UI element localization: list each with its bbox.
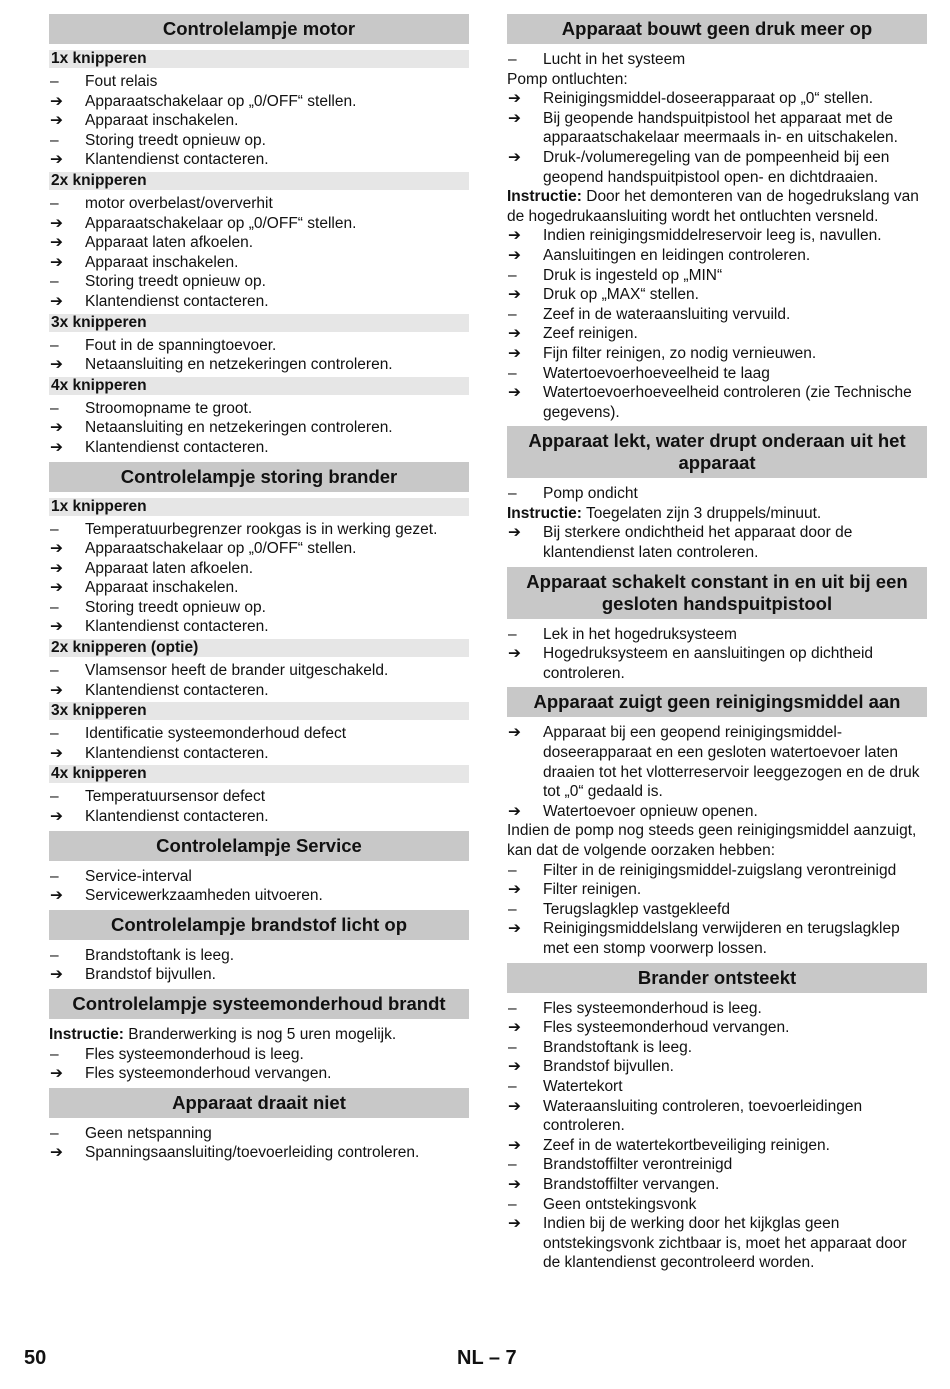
cause-item bbox=[507, 364, 927, 384]
cause-item bbox=[507, 625, 927, 645]
arrow-icon: ➔ bbox=[508, 920, 521, 938]
arrow-icon: ➔ bbox=[50, 1144, 63, 1162]
arrow-icon: ➔ bbox=[508, 1019, 521, 1037]
dash-marker: – bbox=[50, 788, 59, 806]
remedy-item bbox=[507, 1057, 927, 1077]
remedy-item bbox=[507, 880, 927, 900]
cause-item bbox=[49, 131, 469, 151]
instruction-label: Instructie: bbox=[507, 188, 582, 206]
remedy-item bbox=[507, 1018, 927, 1038]
item-text: Apparaat laten afkoelen. bbox=[85, 559, 254, 577]
remedy-item bbox=[49, 681, 469, 701]
dash-marker: – bbox=[50, 598, 59, 616]
item-text: Klantendienst contacteren. bbox=[85, 151, 269, 169]
paragraph bbox=[507, 70, 927, 90]
item-text: Watertoevoer opnieuw openen. bbox=[543, 802, 758, 820]
dash-marker: – bbox=[508, 1077, 517, 1095]
item-text: Zeef reinigen. bbox=[543, 325, 638, 343]
remedy-item bbox=[49, 559, 469, 579]
subsection-heading: 4x knipperen bbox=[49, 765, 469, 783]
remedy-item bbox=[49, 617, 469, 637]
dash-marker: – bbox=[50, 273, 59, 291]
remedy-item bbox=[507, 89, 927, 109]
remedy-item bbox=[507, 344, 927, 364]
dash-marker: – bbox=[50, 520, 59, 538]
cause-item bbox=[49, 724, 469, 744]
arrow-icon: ➔ bbox=[50, 681, 63, 699]
remedy-item bbox=[49, 744, 469, 764]
cause-item bbox=[49, 946, 469, 966]
remedy-item bbox=[49, 292, 469, 312]
arrow-icon: ➔ bbox=[508, 1175, 521, 1193]
item-text: Apparaat inschakelen. bbox=[85, 579, 239, 597]
arrow-icon: ➔ bbox=[50, 559, 63, 577]
dash-marker: – bbox=[508, 1195, 517, 1213]
arrow-icon: ➔ bbox=[508, 109, 521, 127]
arrow-icon: ➔ bbox=[50, 438, 63, 456]
remedy-item bbox=[507, 226, 927, 246]
arrow-icon: ➔ bbox=[50, 419, 63, 437]
cause-item bbox=[507, 999, 927, 1019]
dash-marker: – bbox=[50, 725, 59, 743]
item-text: Apparaat inschakelen. bbox=[85, 112, 239, 130]
cause-item bbox=[507, 50, 927, 70]
remedy-item bbox=[507, 802, 927, 822]
item-text: Bij sterkere ondichtheid het apparaat door de klantendienst laten controleren. bbox=[543, 524, 853, 562]
item-text: Druk is ingesteld op „MIN“ bbox=[543, 266, 723, 284]
item-text: Watertoevoerhoeveelheid te laag bbox=[543, 364, 770, 382]
item-text: Fles systeemonderhoud is leeg. bbox=[85, 1045, 304, 1063]
item-text: Identificatie systeemonderhoud defect bbox=[85, 725, 347, 743]
arrow-icon: ➔ bbox=[508, 344, 521, 362]
dash-marker: – bbox=[508, 485, 517, 503]
item-text: Watertoevoerhoeveelheid controleren (zie Technische gegevens). bbox=[543, 384, 912, 421]
item-text: Geen netspanning bbox=[85, 1124, 212, 1142]
arrow-icon: ➔ bbox=[50, 151, 63, 169]
item-text: Brandstoffilter verontreinigd bbox=[543, 1156, 733, 1174]
cause-item bbox=[507, 266, 927, 286]
remedy-item bbox=[49, 355, 469, 375]
item-text: Pomp ondicht bbox=[543, 485, 638, 503]
arrow-icon: ➔ bbox=[50, 744, 63, 762]
remedy-item bbox=[49, 539, 469, 559]
arrow-icon: ➔ bbox=[50, 579, 63, 597]
remedy-item bbox=[49, 92, 469, 112]
item-text: Filter reinigen. bbox=[543, 881, 642, 899]
paragraph-text: Door het demonteren van de hogedrukslang van de hogedrukaansluiting wordt het ontluchten versneld. bbox=[507, 188, 919, 225]
paragraph-text: Toegelaten zijn 3 druppels/minuut. bbox=[581, 504, 822, 522]
paragraph bbox=[507, 821, 927, 860]
item-text: Storing treedt opnieuw op. bbox=[85, 598, 266, 616]
item-text: Klantendienst contacteren. bbox=[85, 681, 269, 699]
remedy-item bbox=[49, 1064, 469, 1084]
item-text: Storing treedt opnieuw op. bbox=[85, 131, 266, 149]
arrow-icon: ➔ bbox=[508, 148, 521, 166]
cause-item bbox=[49, 867, 469, 887]
cause-item bbox=[507, 1195, 927, 1215]
arrow-icon: ➔ bbox=[508, 384, 521, 402]
dash-marker: – bbox=[50, 399, 59, 417]
subsection-heading: 1x knipperen bbox=[49, 50, 469, 68]
arrow-icon: ➔ bbox=[508, 645, 521, 663]
item-text: motor overbelast/oververhit bbox=[85, 194, 273, 212]
arrow-icon: ➔ bbox=[508, 1136, 521, 1154]
section-heading: Controlelampje Service bbox=[49, 831, 469, 861]
remedy-item bbox=[49, 965, 469, 985]
arrow-icon: ➔ bbox=[508, 881, 521, 899]
arrow-icon: ➔ bbox=[50, 618, 63, 636]
item-text: Apparaatschakelaar op „0/OFF“ stellen. bbox=[85, 540, 357, 558]
item-text: Klantendienst contacteren. bbox=[85, 618, 269, 636]
dash-marker: – bbox=[50, 336, 59, 354]
item-text: Watertekort bbox=[543, 1077, 623, 1095]
cause-item bbox=[49, 272, 469, 292]
cause-item bbox=[49, 598, 469, 618]
remedy-item bbox=[507, 324, 927, 344]
paragraph bbox=[507, 504, 927, 524]
remedy-item bbox=[507, 723, 927, 801]
dash-marker: – bbox=[508, 861, 517, 879]
dash-marker: – bbox=[508, 51, 517, 68]
item-text: Druk-/volumeregeling van de pompeenheid bij een geopend handspuitpistool open- en dichtdraaien. bbox=[543, 148, 890, 186]
item-text: Apparaatschakelaar op „0/OFF“ stellen. bbox=[85, 214, 357, 232]
remedy-item bbox=[49, 150, 469, 170]
item-text: Lucht in het systeem bbox=[543, 51, 686, 68]
item-text: Klantendienst contacteren. bbox=[85, 438, 269, 456]
item-text: Fijn filter reinigen, zo nodig vernieuwen. bbox=[543, 344, 817, 362]
dash-marker: – bbox=[508, 266, 517, 284]
remedy-item bbox=[507, 1097, 927, 1136]
paragraph bbox=[49, 1025, 469, 1045]
dash-marker: – bbox=[508, 625, 517, 643]
item-text: Temperatuursensor defect bbox=[85, 788, 266, 806]
cause-item bbox=[49, 72, 469, 92]
arrow-icon: ➔ bbox=[50, 92, 63, 110]
item-text: Netaansluiting en netzekeringen controleren. bbox=[85, 419, 393, 437]
item-text: Brandstoftank is leeg. bbox=[85, 946, 235, 964]
item-text: Temperatuurbegrenzer rookgas is in werking gezet. bbox=[85, 520, 438, 538]
paragraph-text: Pomp ontluchten: bbox=[507, 70, 628, 88]
arrow-icon: ➔ bbox=[50, 214, 63, 232]
item-text: Terugslagklep vastgekleefd bbox=[543, 900, 730, 918]
cause-item bbox=[507, 1155, 927, 1175]
remedy-item bbox=[507, 109, 927, 148]
cause-item bbox=[49, 787, 469, 807]
item-text: Servicewerkzaamheden uitvoeren. bbox=[85, 887, 323, 905]
remedy-item bbox=[507, 644, 927, 683]
cause-item bbox=[507, 1077, 927, 1097]
cause-item bbox=[507, 484, 927, 504]
item-text: Apparaat bij een geopend reinigingsmiddel-doseerapparaat en een gesloten watertoevoer laten draaien tot het vlotterreservoir leeggezogen en de druk tot „0“ gedaald is. bbox=[543, 724, 920, 801]
item-text: Brandstof bijvullen. bbox=[85, 966, 216, 984]
dash-marker: – bbox=[50, 131, 59, 149]
item-text: Fles systeemonderhoud vervangen. bbox=[543, 1019, 790, 1037]
item-text: Wateraansluiting controleren, toevoerleidingen controleren. bbox=[543, 1097, 863, 1135]
arrow-icon: ➔ bbox=[508, 1215, 521, 1233]
arrow-icon: ➔ bbox=[50, 112, 63, 130]
section-heading: Apparaat lekt, water drupt onderaan uit het apparaat bbox=[507, 426, 927, 478]
remedy-item bbox=[49, 438, 469, 458]
cause-item bbox=[49, 399, 469, 419]
paragraph-text: Branderwerking is nog 5 uren mogelijk. bbox=[123, 1026, 397, 1043]
remedy-item bbox=[507, 919, 927, 958]
arrow-icon: ➔ bbox=[508, 724, 521, 742]
instruction-label: Instructie: bbox=[49, 1026, 124, 1043]
item-text: Fout in de spanningtoevoer. bbox=[85, 336, 277, 354]
dash-marker: – bbox=[508, 364, 517, 382]
page-number: 50 bbox=[24, 1347, 47, 1369]
dash-marker: – bbox=[508, 900, 517, 918]
item-text: Indien bij de werking door het kijkglas geen ontstekingsvonk zichtbaar is, moet het apparaat door de klantendienst gecontroleerd worden. bbox=[543, 1215, 907, 1272]
remedy-item bbox=[507, 383, 927, 422]
arrow-icon: ➔ bbox=[508, 325, 521, 343]
item-text: Fles systeemonderhoud vervangen. bbox=[85, 1065, 332, 1083]
remedy-item bbox=[507, 1214, 927, 1273]
cause-item bbox=[49, 1045, 469, 1065]
remedy-item bbox=[49, 111, 469, 131]
item-text: Fout relais bbox=[85, 73, 158, 90]
arrow-icon: ➔ bbox=[508, 286, 521, 304]
cause-item bbox=[49, 194, 469, 214]
paragraph-text: Indien de pomp nog steeds geen reinigingsmiddel aanzuigt, kan dat de volgende oorzaken hebben: bbox=[507, 822, 917, 859]
item-text: Stroomopname te groot. bbox=[85, 399, 253, 417]
remedy-item bbox=[49, 886, 469, 906]
item-text: Aansluitingen en leidingen controleren. bbox=[543, 246, 811, 264]
instruction-label: Instructie: bbox=[507, 504, 582, 522]
arrow-icon: ➔ bbox=[508, 1097, 521, 1115]
item-text: Netaansluiting en netzekeringen controleren. bbox=[85, 356, 393, 374]
section-heading: Apparaat bouwt geen druk meer op bbox=[507, 14, 927, 44]
remedy-item bbox=[49, 807, 469, 827]
remedy-item bbox=[49, 578, 469, 598]
item-text: Lek in het hogedruksysteem bbox=[543, 625, 737, 643]
cause-item bbox=[49, 1124, 469, 1144]
subsection-heading: 2x knipperen bbox=[49, 172, 469, 190]
dash-marker: – bbox=[50, 946, 59, 964]
subsection-heading: 3x knipperen bbox=[49, 702, 469, 720]
item-text: Brandstoffilter vervangen. bbox=[543, 1175, 720, 1193]
remedy-item bbox=[49, 233, 469, 253]
subsection-heading: 1x knipperen bbox=[49, 498, 469, 516]
item-text: Klantendienst contacteren. bbox=[85, 744, 269, 762]
left-column bbox=[49, 10, 469, 1163]
remedy-item bbox=[507, 148, 927, 187]
item-text: Druk op „MAX“ stellen. bbox=[543, 286, 699, 304]
subsection-heading: 4x knipperen bbox=[49, 377, 469, 395]
arrow-icon: ➔ bbox=[508, 802, 521, 820]
item-text: Storing treedt opnieuw op. bbox=[85, 273, 266, 291]
dash-marker: – bbox=[508, 1156, 517, 1174]
dash-marker: – bbox=[50, 867, 59, 885]
cause-item bbox=[507, 861, 927, 881]
cause-item bbox=[507, 305, 927, 325]
item-text: Filter in de reinigingsmiddel-zuigslang verontreinigd bbox=[543, 861, 897, 879]
item-text: Apparaat inschakelen. bbox=[85, 253, 239, 271]
section-heading: Controlelampje brandstof licht op bbox=[49, 910, 469, 940]
dash-marker: – bbox=[508, 1038, 517, 1056]
dash-marker: – bbox=[50, 1124, 59, 1142]
remedy-item bbox=[49, 418, 469, 438]
item-text: Klantendienst contacteren. bbox=[85, 808, 269, 826]
item-text: Spanningsaansluiting/toevoerleiding controleren. bbox=[85, 1144, 420, 1162]
section-heading: Apparaat zuigt geen reinigingsmiddel aan bbox=[507, 687, 927, 717]
section-heading: Controlelampje motor bbox=[49, 14, 469, 44]
arrow-icon: ➔ bbox=[508, 90, 521, 108]
cause-item bbox=[49, 520, 469, 540]
item-text: Apparaatschakelaar op „0/OFF“ stellen. bbox=[85, 92, 357, 110]
arrow-icon: ➔ bbox=[50, 253, 63, 271]
remedy-item bbox=[49, 253, 469, 273]
dash-marker: – bbox=[50, 1045, 59, 1063]
arrow-icon: ➔ bbox=[508, 1058, 521, 1076]
item-text: Bij geopende handspuitpistool het apparaat met de apparaatschakelaar meermaals in- en uitschakelen. bbox=[543, 109, 898, 147]
cause-item bbox=[507, 1038, 927, 1058]
section-heading: Apparaat draait niet bbox=[49, 1088, 469, 1118]
item-text: Klantendienst contacteren. bbox=[85, 292, 269, 310]
dash-marker: – bbox=[50, 73, 59, 90]
remedy-item bbox=[507, 1136, 927, 1156]
arrow-icon: ➔ bbox=[50, 540, 63, 558]
arrow-icon: ➔ bbox=[50, 1065, 63, 1083]
item-text: Brandstof bijvullen. bbox=[543, 1058, 674, 1076]
item-text: Geen ontstekingsvonk bbox=[543, 1195, 697, 1213]
arrow-icon: ➔ bbox=[50, 966, 63, 984]
arrow-icon: ➔ bbox=[50, 234, 63, 252]
arrow-icon: ➔ bbox=[50, 356, 63, 374]
language-page-label: NL – 7 bbox=[457, 1347, 517, 1369]
arrow-icon: ➔ bbox=[50, 292, 63, 310]
dash-marker: – bbox=[508, 305, 517, 323]
subsection-heading: 3x knipperen bbox=[49, 314, 469, 332]
paragraph bbox=[507, 187, 927, 226]
item-text: Reinigingsmiddel-doseerapparaat op „0“ stellen. bbox=[543, 90, 873, 108]
dash-marker: – bbox=[50, 194, 59, 212]
item-text: Apparaat laten afkoelen. bbox=[85, 234, 254, 252]
subsection-heading: 2x knipperen (optie) bbox=[49, 639, 469, 657]
section-heading: Apparaat schakelt constant in en uit bij een gesloten handspuitpistool bbox=[507, 567, 927, 619]
remedy-item bbox=[507, 523, 927, 562]
arrow-icon: ➔ bbox=[50, 808, 63, 826]
dash-marker: – bbox=[50, 662, 59, 680]
remedy-item bbox=[507, 285, 927, 305]
item-text: Reinigingsmiddelslang verwijderen en terugslagklep met een stomp voorwerp lossen. bbox=[543, 920, 900, 957]
remedy-item bbox=[49, 214, 469, 234]
item-text: Hogedruksysteem en aansluitingen op dichtheid controleren. bbox=[543, 645, 874, 682]
arrow-icon: ➔ bbox=[508, 524, 521, 542]
arrow-icon: ➔ bbox=[508, 246, 521, 264]
cause-item bbox=[49, 661, 469, 681]
cause-item bbox=[49, 336, 469, 356]
section-heading: Controlelampje storing brander bbox=[49, 462, 469, 492]
section-heading: Brander ontsteekt bbox=[507, 963, 927, 993]
arrow-icon: ➔ bbox=[50, 887, 63, 905]
dash-marker: – bbox=[508, 999, 517, 1017]
item-text: Service-interval bbox=[85, 867, 192, 885]
item-text: Indien reinigingsmiddelreservoir leeg is, navullen. bbox=[543, 227, 882, 245]
item-text: Fles systeemonderhoud is leeg. bbox=[543, 999, 762, 1017]
item-text: Zeef in de wateraansluiting vervuild. bbox=[543, 305, 791, 323]
cause-item bbox=[507, 900, 927, 920]
item-text: Brandstoftank is leeg. bbox=[543, 1038, 693, 1056]
item-text: Vlamsensor heeft de brander uitgeschakeld. bbox=[85, 662, 389, 680]
item-text: Zeef in de watertekortbeveiliging reinigen. bbox=[543, 1136, 830, 1154]
right-column bbox=[507, 10, 927, 1273]
remedy-item bbox=[49, 1143, 469, 1163]
section-heading: Controlelampje systeemonderhoud brandt bbox=[49, 989, 469, 1019]
remedy-item bbox=[507, 1175, 927, 1195]
arrow-icon: ➔ bbox=[508, 227, 521, 245]
remedy-item bbox=[507, 246, 927, 266]
